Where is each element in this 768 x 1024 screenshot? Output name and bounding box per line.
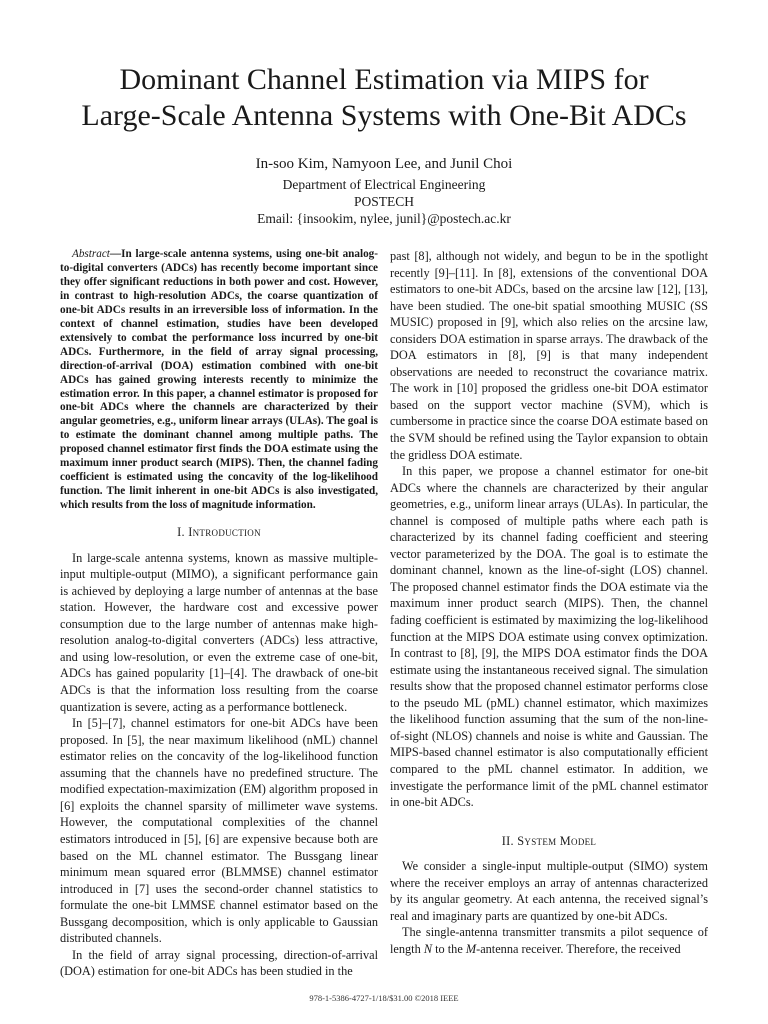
model-p2-text-a: The single-antenna transmitter transmits a pilot sequence of length <box>390 925 708 956</box>
intro-paragraph-3-start: In the field of array signal processing, direction-of-arrival (DOA) estimation for one-bit ADCs has been studied in the <box>60 947 378 979</box>
author-names: In-soo Kim, Namyoon Lee, and Junil Choi <box>255 156 513 172</box>
section-heading-system-model: II. System Model <box>501 833 597 848</box>
intro-paragraph-4: In this paper, we propose a channel estimator for one-bit ADCs where the channels are characterized by their angular geometries, e.g., uniform linear arrays (ULAs). In particular, the channel is composed of multiple paths where each path is characterized by its channel fading coefficient and steering vector parameterized by the DOA. The goal is to estimate the dominant channel, known as the line-of-sight (LOS) channel. The proposed channel estimator finds the DOA estimate via the maximum inner product search (MIPS). Then, the channel fading coefficient is estimated by maximizing the log-likelihood function at the MIPS DOA estimate using convex optimization. In contrast to [8], [9], the MIPS DOA estimator finds the DOA estimate using the instantaneous received signal. The simulation results show that the proposed channel estimator performs close to the pseudo ML (pML) channel estimator, which maximizes the likelihood function assuming that the sum of the non-line-of-sight (NLOS) channels and noise is white and Gaussian. The MIPS-based channel estimator is also computationally efficient compared to the pML channel estimator. In addition, we investigate the performance limit of the pML channel estimator in one-bit ADCs. <box>390 464 708 810</box>
left-column <box>60 248 378 980</box>
paper-title <box>40 62 728 134</box>
model-p2-text-c: -antenna receiver. Therefore, the received <box>476 941 681 956</box>
abstract-text: —In large-scale antenna systems, using one-bit analog-to-digital converters (ADCs) has recently become important since they offer significant reductions in both power and cost. However, in contrast to high-resolution ADCs, the coarse quantization of one-bit ADCs results in an irreversible loss of information. In the context of channel estimation, studies have been developed extensively to combat the performance loss incurred by one-bit ADCs. Furthermore, in the field of array signal processing, direction-of-arrival (DOA) estimation combined with one-bit ADCs has gained growing interests recently to minimize the estimation error. In this paper, a channel estimator is proposed for one-bit ADCs where the channels are characterized by their angular geometries, e.g., uniform linear arrays (ULAs). The goal is to estimate the dominant channel among multiple paths. The proposed channel estimator first finds the DOA estimate using the maximum inner product search (MIPS). Then, the channel fading coefficient is estimated using the concavity of the log-likelihood function. The limit inherent in one-bit ADCs is also investigated, which results from the loss of magnitude information. <box>60 248 378 512</box>
model-paragraph-1: We consider a single-input multiple-output (SIMO) system where the receiver employs an array of antennas characterized by its angular geometry. At each antenna, the received signal’s real and imaginary parts are quantized by one-bit ADCs. <box>390 859 708 923</box>
abstract-label: Abstract <box>72 248 110 260</box>
intro-paragraph-1: In large-scale antenna systems, known as massive multiple-input multiple-output (MIMO), a significant performance gain is achieved by deploying a large number of antennas at the base station. However, the hardware cost and excessive power consumption due to the large number of antennas make high-resolution analog-to-digital converters (ADCs) less attractive, and using low-resolution, or even the extreme case of one-bit, ADCs has gained popularity [1]–[4]. The drawback of one-bit ADCs is that the information loss resulting from the coarse quantization is severe, acting as a performance bottleneck. <box>60 550 378 714</box>
math-symbol-n: N <box>423 941 433 956</box>
abstract <box>60 248 378 513</box>
math-symbol-m: M <box>465 941 477 956</box>
copyright-footer: 978-1-5386-4727-1/18/$31.00 ©2018 IEEE <box>309 993 459 1003</box>
section-heading-introduction: I. Introduction <box>177 525 261 540</box>
author-email: Email: {insookim, nylee, junil}@postech.ac.kr <box>257 211 511 226</box>
right-column <box>390 248 708 957</box>
author-institution: POSTECH <box>353 194 414 209</box>
intro-paragraph-2: In [5]–[7], channel estimators for one-bit ADCs have been proposed. In [5], the near maximum likelihood (nML) channel estimator relies on the concavity of the log-likelihood function assuming that the channels have no predefined structure. The modified expectation-maximization (EM) algorithm proposed in [6] exploits the channel sparsity of millimeter wave systems. However, the computational complexities of the channel estimators introduced in [5], [6] are expensive because both are based on the ML channel estimator. The Bussgang linear minimum mean squared error (BLMMSE) channel estimator introduced in [7] uses the second-order channel statistics to formulate the one-bit LMMSE channel estimator based on the Bussgang decomposition, which is only applicable to Gaussian distributed channels. <box>60 716 378 946</box>
author-department: Department of Electrical Engineering <box>282 177 486 192</box>
title-line-2: Large-Scale Antenna Systems with One-Bit ADCs <box>81 99 687 132</box>
model-paragraph-2 <box>390 924 708 957</box>
model-p2-text-b: to the <box>435 941 463 956</box>
title-line-1: Dominant Channel Estimation via MIPS for <box>119 63 649 96</box>
intro-paragraph-3-cont: past [8], although not widely, and begun to be in the spotlight recently [9]–[11]. In [8], extensions of the conventional DOA estimators to one-bit ADCs, based on the arcsine law [12], [13], have been studied. The one-bit spatial smoothing MUSIC (SS MUSIC) proposed in [9], which also relies on the arcsine law, considers DOA estimation in sparse arrays. The drawback of the DOA estimators in [8], [9] is that many independent observations are needed to reconstruct the covariance matrix. The work in [10] proposed the gridless one-bit DOA estimator based on the support vector machine (SVM), which is cumbersome in practice since the coarse DOA estimate based on the SVM should be refined using the Taylor expansion to obtain the gridless DOA estimate. <box>390 249 708 462</box>
author-block <box>134 155 634 227</box>
